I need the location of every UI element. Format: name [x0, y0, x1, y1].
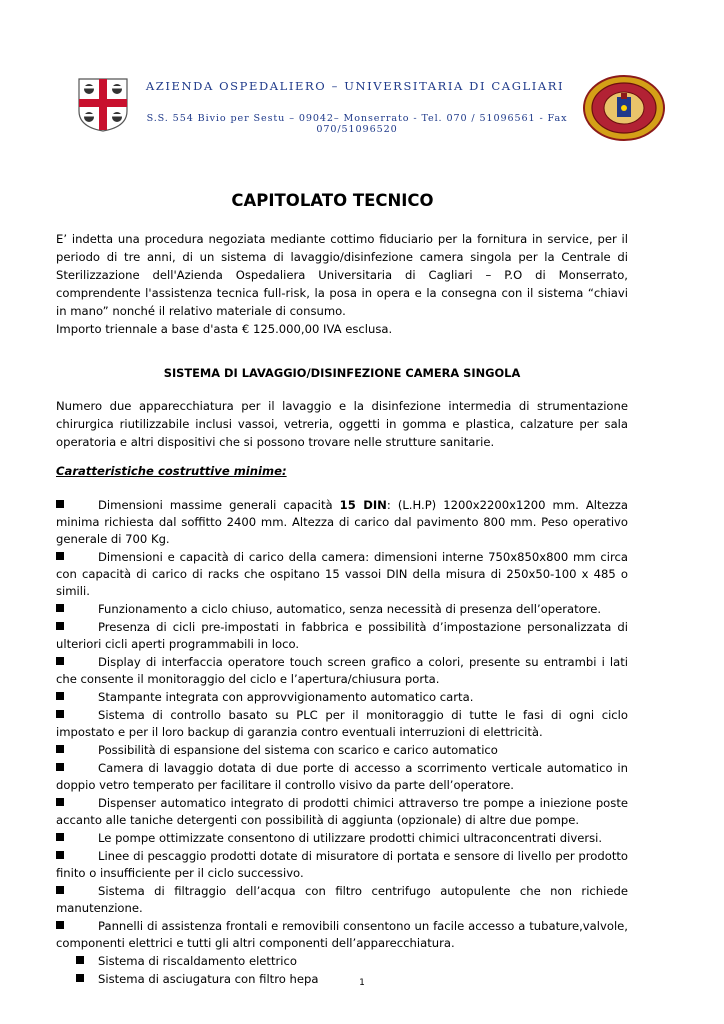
- list-item: Funzionamento a ciclo chiuso, automatico, senza necessità di presenza dell’operatore.: [56, 601, 628, 618]
- square-bullet-icon: [56, 921, 64, 929]
- intro-paragraph: E’ indetta una procedura negoziata mediante cottimo fiduciario per la fornitura in service, per il periodo di tre anni, di un sistema di lavaggio/disinfezione camera singola per la Centrale di Sterilizzazione dell'Azienda Ospedaliera Universitaria di Cagliari – P.O di Monserrato, comprendente l'assistenza tecnica full-risk, la posa in opera e la consegna con il sistema “chiavi in mano” nonché il relativo materiale di consumo.: [56, 232, 628, 318]
- organization-address: S.S. 554 Bivio per Sestu – 09042– Monserrato - Tel. 070 / 51096561 - Fax 070/51096520: [146, 113, 568, 135]
- square-bullet-icon: [56, 833, 64, 841]
- characteristics-list: [56, 497, 628, 989]
- square-bullet-icon: [56, 851, 64, 859]
- square-bullet-icon: [56, 763, 64, 771]
- square-bullet-icon: [56, 798, 64, 806]
- document-title: CAPITOLATO TECNICO: [231, 191, 434, 210]
- square-bullet-icon: [56, 552, 64, 560]
- square-bullet-icon: [56, 745, 64, 753]
- page-number: 1: [359, 978, 365, 988]
- square-bullet-icon: [76, 956, 84, 964]
- list-item: Presenza di cicli pre-impostati in fabbrica e possibilità d’impostazione personalizzata di ulteriori cicli aperti programmabili in loco.: [56, 620, 628, 651]
- list-item: Sistema di filtraggio dell’acqua con filtro centrifugo autopulente che non richiede manutenzione.: [56, 884, 628, 915]
- base-amount: Importo triennale a base d'asta € 125.000,00 IVA esclusa.: [56, 322, 393, 336]
- list-item: Stampante integrata con approvvigionamento automatico carta.: [56, 689, 628, 706]
- list-item: Sistema di asciugatura con filtro hepa: [56, 971, 628, 988]
- list-item: Camera di lavaggio dotata di due porte di accesso a scorrimento verticale automatico in doppio vetro temperato per facilitare il controllo visivo da parte dell’operatore.: [56, 761, 628, 792]
- section-title: SISTEMA DI LAVAGGIO/DISINFEZIONE CAMERA SINGOLA: [163, 366, 521, 380]
- list-item: Linee di pescaggio prodotti dotate di misuratore di portata e sensore di livello per prodotto finito o insufficiente per il ciclo successivo.: [56, 849, 628, 880]
- organization-name: AZIENDA OSPEDALIERO – UNIVERSITARIA DI CAGLIARI: [145, 79, 565, 93]
- university-seal-logo: [583, 75, 665, 141]
- square-bullet-icon: [56, 710, 64, 718]
- intro-section: [56, 230, 628, 338]
- list-item: Dimensioni massime generali capacità 15 DIN: (L.H.P) 1200x2200x1200 mm. Altezza minima richiesta dal soffitto 2400 mm. Altezza di carico dal pavimento 800 mm. Peso operativo generale di 700 Kg.: [56, 498, 628, 546]
- list-item: Sistema di riscaldamento elettrico: [56, 953, 628, 970]
- list-item: Possibilità di espansione del sistema con scarico e carico automatico: [56, 742, 628, 759]
- list-item: Display di interfaccia operatore touch screen grafico a colori, presente su entrambi i lati che consente il monitoraggio del ciclo e l’apertura/chiusura porta.: [56, 655, 628, 686]
- list-item: Sistema di controllo basato su PLC per il monitoraggio di tutte le fasi di ogni ciclo impostato e per il loro backup di garanzia contro eventuali interruzioni di elettricità.: [56, 708, 628, 739]
- square-bullet-icon: [56, 500, 64, 508]
- characteristics-heading: Caratteristiche costruttive minime:: [56, 464, 287, 478]
- square-bullet-icon: [56, 622, 64, 630]
- list-item: Dispenser automatico integrato di prodotti chimici attraverso tre pompe a iniezione poste accanto alle taniche detergenti con possibilità di aggiunta (opzionale) di altre due pompe.: [56, 796, 628, 827]
- square-bullet-icon: [56, 886, 64, 894]
- list-item: Dimensioni e capacità di carico della camera: dimensioni interne 750x850x800 mm circa con capacità di carico di racks che ospitano 15 vassoi DIN della misura di 250x50-100 x 485 o simili.: [56, 550, 628, 598]
- list-item: Le pompe ottimizzate consentono di utilizzare prodotti chimici ultraconcentrati diversi.: [56, 830, 628, 847]
- square-bullet-icon: [56, 604, 64, 612]
- list-item: Pannelli di assistenza frontali e removibili consentono un facile accesso a tubature,valvole, componenti elettrici e tutti gli altri componenti dell’apparecchiatura.: [56, 919, 628, 950]
- square-bullet-icon: [56, 692, 64, 700]
- system-description: Numero due apparecchiatura per il lavaggio e la disinfezione intermedia di strumentazione chirurgica riutilizzabile inclusi vassoi, vetreria, oggetti in gomma e plastica, calzature per sala operatoria e altri dispositivi che si possono trovare nelle strutture sanitarie.: [56, 399, 628, 449]
- square-bullet-icon: [56, 657, 64, 665]
